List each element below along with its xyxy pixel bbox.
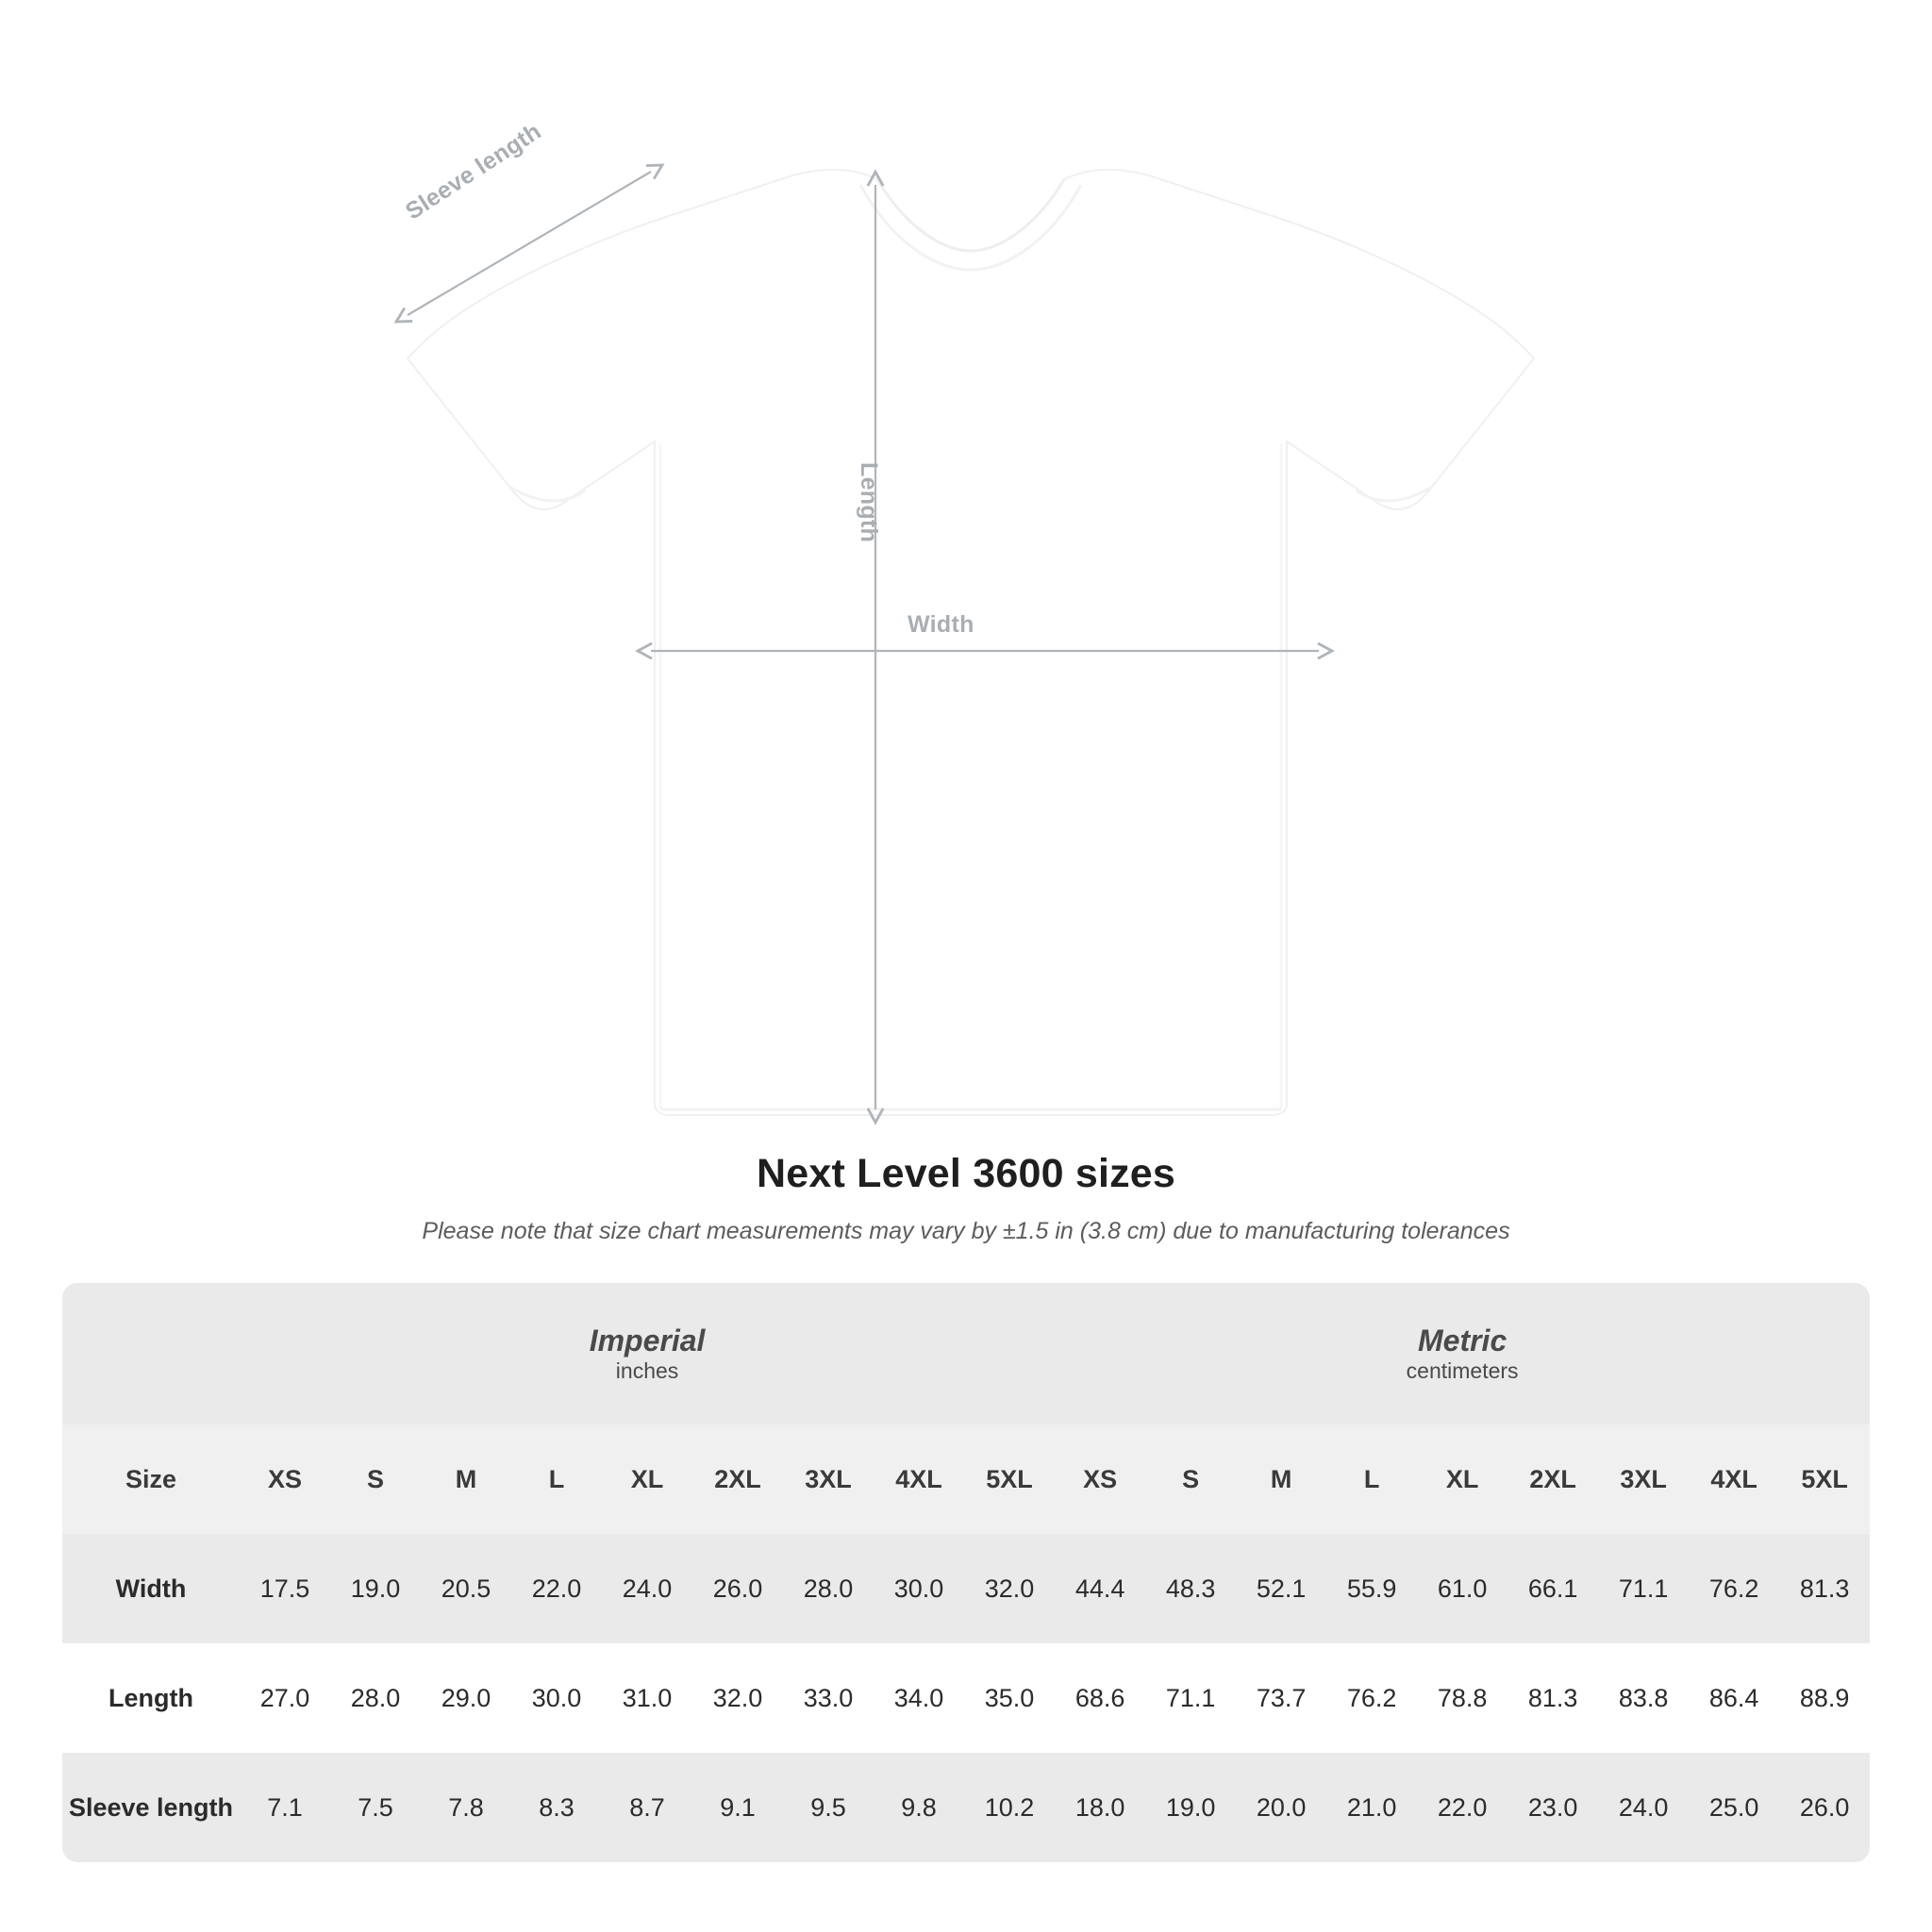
row-label-width: Width bbox=[62, 1534, 240, 1643]
size-header-imperial-xl: XL bbox=[602, 1424, 692, 1534]
cell-sleeve-imperial-xs: 7.1 bbox=[240, 1753, 330, 1862]
cell-sleeve-imperial-xl: 8.7 bbox=[602, 1753, 692, 1862]
cell-sleeve-imperial-5xl: 10.2 bbox=[964, 1753, 1055, 1862]
imperial-sublabel: inches bbox=[615, 1357, 679, 1383]
cell-sleeve-imperial-2xl: 9.1 bbox=[692, 1753, 783, 1862]
length-label: Length bbox=[856, 462, 882, 543]
width-label: Width bbox=[908, 611, 974, 638]
cell-sleeve-metric-xs: 18.0 bbox=[1055, 1753, 1145, 1862]
size-header-metric-l: L bbox=[1326, 1424, 1417, 1534]
cell-width-imperial-m: 20.5 bbox=[421, 1534, 511, 1643]
size-header-row bbox=[62, 1424, 1870, 1534]
cell-length-metric-2xl: 81.3 bbox=[1507, 1643, 1598, 1753]
cell-width-metric-xs: 44.4 bbox=[1055, 1534, 1145, 1643]
cell-sleeve-metric-s: 19.0 bbox=[1145, 1753, 1236, 1862]
table-row bbox=[62, 1534, 1870, 1643]
cell-width-imperial-2xl: 26.0 bbox=[692, 1534, 783, 1643]
cell-length-imperial-3xl: 33.0 bbox=[783, 1643, 874, 1753]
cell-sleeve-metric-xl: 22.0 bbox=[1417, 1753, 1507, 1862]
metric-label: Metric bbox=[1417, 1324, 1507, 1358]
size-header-imperial-4xl: 4XL bbox=[874, 1424, 964, 1534]
cell-length-metric-3xl: 83.8 bbox=[1598, 1643, 1689, 1753]
cell-width-metric-m: 52.1 bbox=[1236, 1534, 1326, 1643]
cell-length-imperial-xl: 31.0 bbox=[602, 1643, 692, 1753]
cell-sleeve-imperial-3xl: 9.5 bbox=[783, 1753, 874, 1862]
cell-sleeve-imperial-4xl: 9.8 bbox=[874, 1753, 964, 1862]
cell-width-imperial-l: 22.0 bbox=[511, 1534, 602, 1643]
cell-length-metric-s: 71.1 bbox=[1145, 1643, 1236, 1753]
cell-length-imperial-4xl: 34.0 bbox=[874, 1643, 964, 1753]
size-header-metric-xl: XL bbox=[1417, 1424, 1507, 1534]
row-label-length: Length bbox=[62, 1643, 240, 1753]
size-header-imperial-5xl: 5XL bbox=[964, 1424, 1055, 1534]
cell-length-imperial-2xl: 32.0 bbox=[692, 1643, 783, 1753]
imperial-group-header bbox=[240, 1283, 1055, 1424]
cell-width-metric-4xl: 76.2 bbox=[1689, 1534, 1779, 1643]
size-header-imperial-m: M bbox=[421, 1424, 511, 1534]
cell-sleeve-imperial-l: 8.3 bbox=[511, 1753, 602, 1862]
size-header-imperial-s: S bbox=[330, 1424, 421, 1534]
size-header-label: Size bbox=[62, 1424, 240, 1534]
cell-sleeve-metric-m: 20.0 bbox=[1236, 1753, 1326, 1862]
cell-length-imperial-s: 28.0 bbox=[330, 1643, 421, 1753]
size-header-metric-2xl: 2XL bbox=[1507, 1424, 1598, 1534]
size-header-metric-m: M bbox=[1236, 1424, 1326, 1534]
metric-sublabel: centimeters bbox=[1406, 1357, 1519, 1383]
cell-sleeve-metric-3xl: 24.0 bbox=[1598, 1753, 1689, 1862]
size-header-imperial-l: L bbox=[511, 1424, 602, 1534]
cell-width-imperial-3xl: 28.0 bbox=[783, 1534, 874, 1643]
cell-length-imperial-xs: 27.0 bbox=[240, 1643, 330, 1753]
size-header-metric-3xl: 3XL bbox=[1598, 1424, 1689, 1534]
size-header-metric-5xl: 5XL bbox=[1779, 1424, 1870, 1534]
cell-width-imperial-4xl: 30.0 bbox=[874, 1534, 964, 1643]
row-label-sleeve-length: Sleeve length bbox=[62, 1753, 240, 1862]
sleeve-length-label: Sleeve length bbox=[401, 118, 546, 225]
cell-length-metric-4xl: 86.4 bbox=[1689, 1643, 1779, 1753]
tolerance-note: Please note that size chart measurements may vary by ±1.5 in (3.8 cm) due to manufacturing tolerances bbox=[422, 1218, 1510, 1244]
cell-length-metric-m: 73.7 bbox=[1236, 1643, 1326, 1753]
table-row bbox=[62, 1753, 1870, 1862]
metric-group-header bbox=[1055, 1283, 1870, 1424]
size-header-metric-s: S bbox=[1145, 1424, 1236, 1534]
cell-width-imperial-xs: 17.5 bbox=[240, 1534, 330, 1643]
cell-length-metric-xs: 68.6 bbox=[1055, 1643, 1145, 1753]
size-header-metric-4xl: 4XL bbox=[1689, 1424, 1779, 1534]
cell-sleeve-imperial-s: 7.5 bbox=[330, 1753, 421, 1862]
cell-sleeve-imperial-m: 7.8 bbox=[421, 1753, 511, 1862]
size-header-imperial-2xl: 2XL bbox=[692, 1424, 783, 1534]
table-row bbox=[62, 1643, 1870, 1753]
cell-length-imperial-l: 30.0 bbox=[511, 1643, 602, 1753]
cell-width-metric-s: 48.3 bbox=[1145, 1534, 1236, 1643]
cell-width-metric-l: 55.9 bbox=[1326, 1534, 1417, 1643]
size-header-metric-xs: XS bbox=[1055, 1424, 1145, 1534]
cell-sleeve-metric-5xl: 26.0 bbox=[1779, 1753, 1870, 1862]
cell-sleeve-metric-2xl: 23.0 bbox=[1507, 1753, 1598, 1862]
cell-length-imperial-5xl: 35.0 bbox=[964, 1643, 1055, 1753]
unit-header-row bbox=[62, 1283, 1870, 1424]
cell-width-metric-xl: 61.0 bbox=[1417, 1534, 1507, 1643]
page-title: Next Level 3600 sizes bbox=[756, 1151, 1176, 1196]
cell-width-metric-2xl: 66.1 bbox=[1507, 1534, 1598, 1643]
table-corner-cell bbox=[62, 1283, 240, 1424]
cell-sleeve-metric-l: 21.0 bbox=[1326, 1753, 1417, 1862]
tshirt-shape bbox=[408, 170, 1534, 1115]
cell-length-metric-l: 76.2 bbox=[1326, 1643, 1417, 1753]
cell-length-imperial-m: 29.0 bbox=[421, 1643, 511, 1753]
cell-length-metric-xl: 78.8 bbox=[1417, 1643, 1507, 1753]
title-block bbox=[0, 1151, 1932, 1245]
cell-width-metric-3xl: 71.1 bbox=[1598, 1534, 1689, 1643]
cell-length-metric-5xl: 88.9 bbox=[1779, 1643, 1870, 1753]
cell-width-metric-5xl: 81.3 bbox=[1779, 1534, 1870, 1643]
cell-sleeve-metric-4xl: 25.0 bbox=[1689, 1753, 1779, 1862]
cell-width-imperial-5xl: 32.0 bbox=[964, 1534, 1055, 1643]
size-table-wrapper bbox=[62, 1283, 1870, 1862]
cell-width-imperial-s: 19.0 bbox=[330, 1534, 421, 1643]
imperial-label: Imperial bbox=[589, 1324, 706, 1358]
size-table bbox=[62, 1283, 1870, 1862]
size-header-imperial-3xl: 3XL bbox=[783, 1424, 874, 1534]
size-header-imperial-xs: XS bbox=[240, 1424, 330, 1534]
cell-width-imperial-xl: 24.0 bbox=[602, 1534, 692, 1643]
